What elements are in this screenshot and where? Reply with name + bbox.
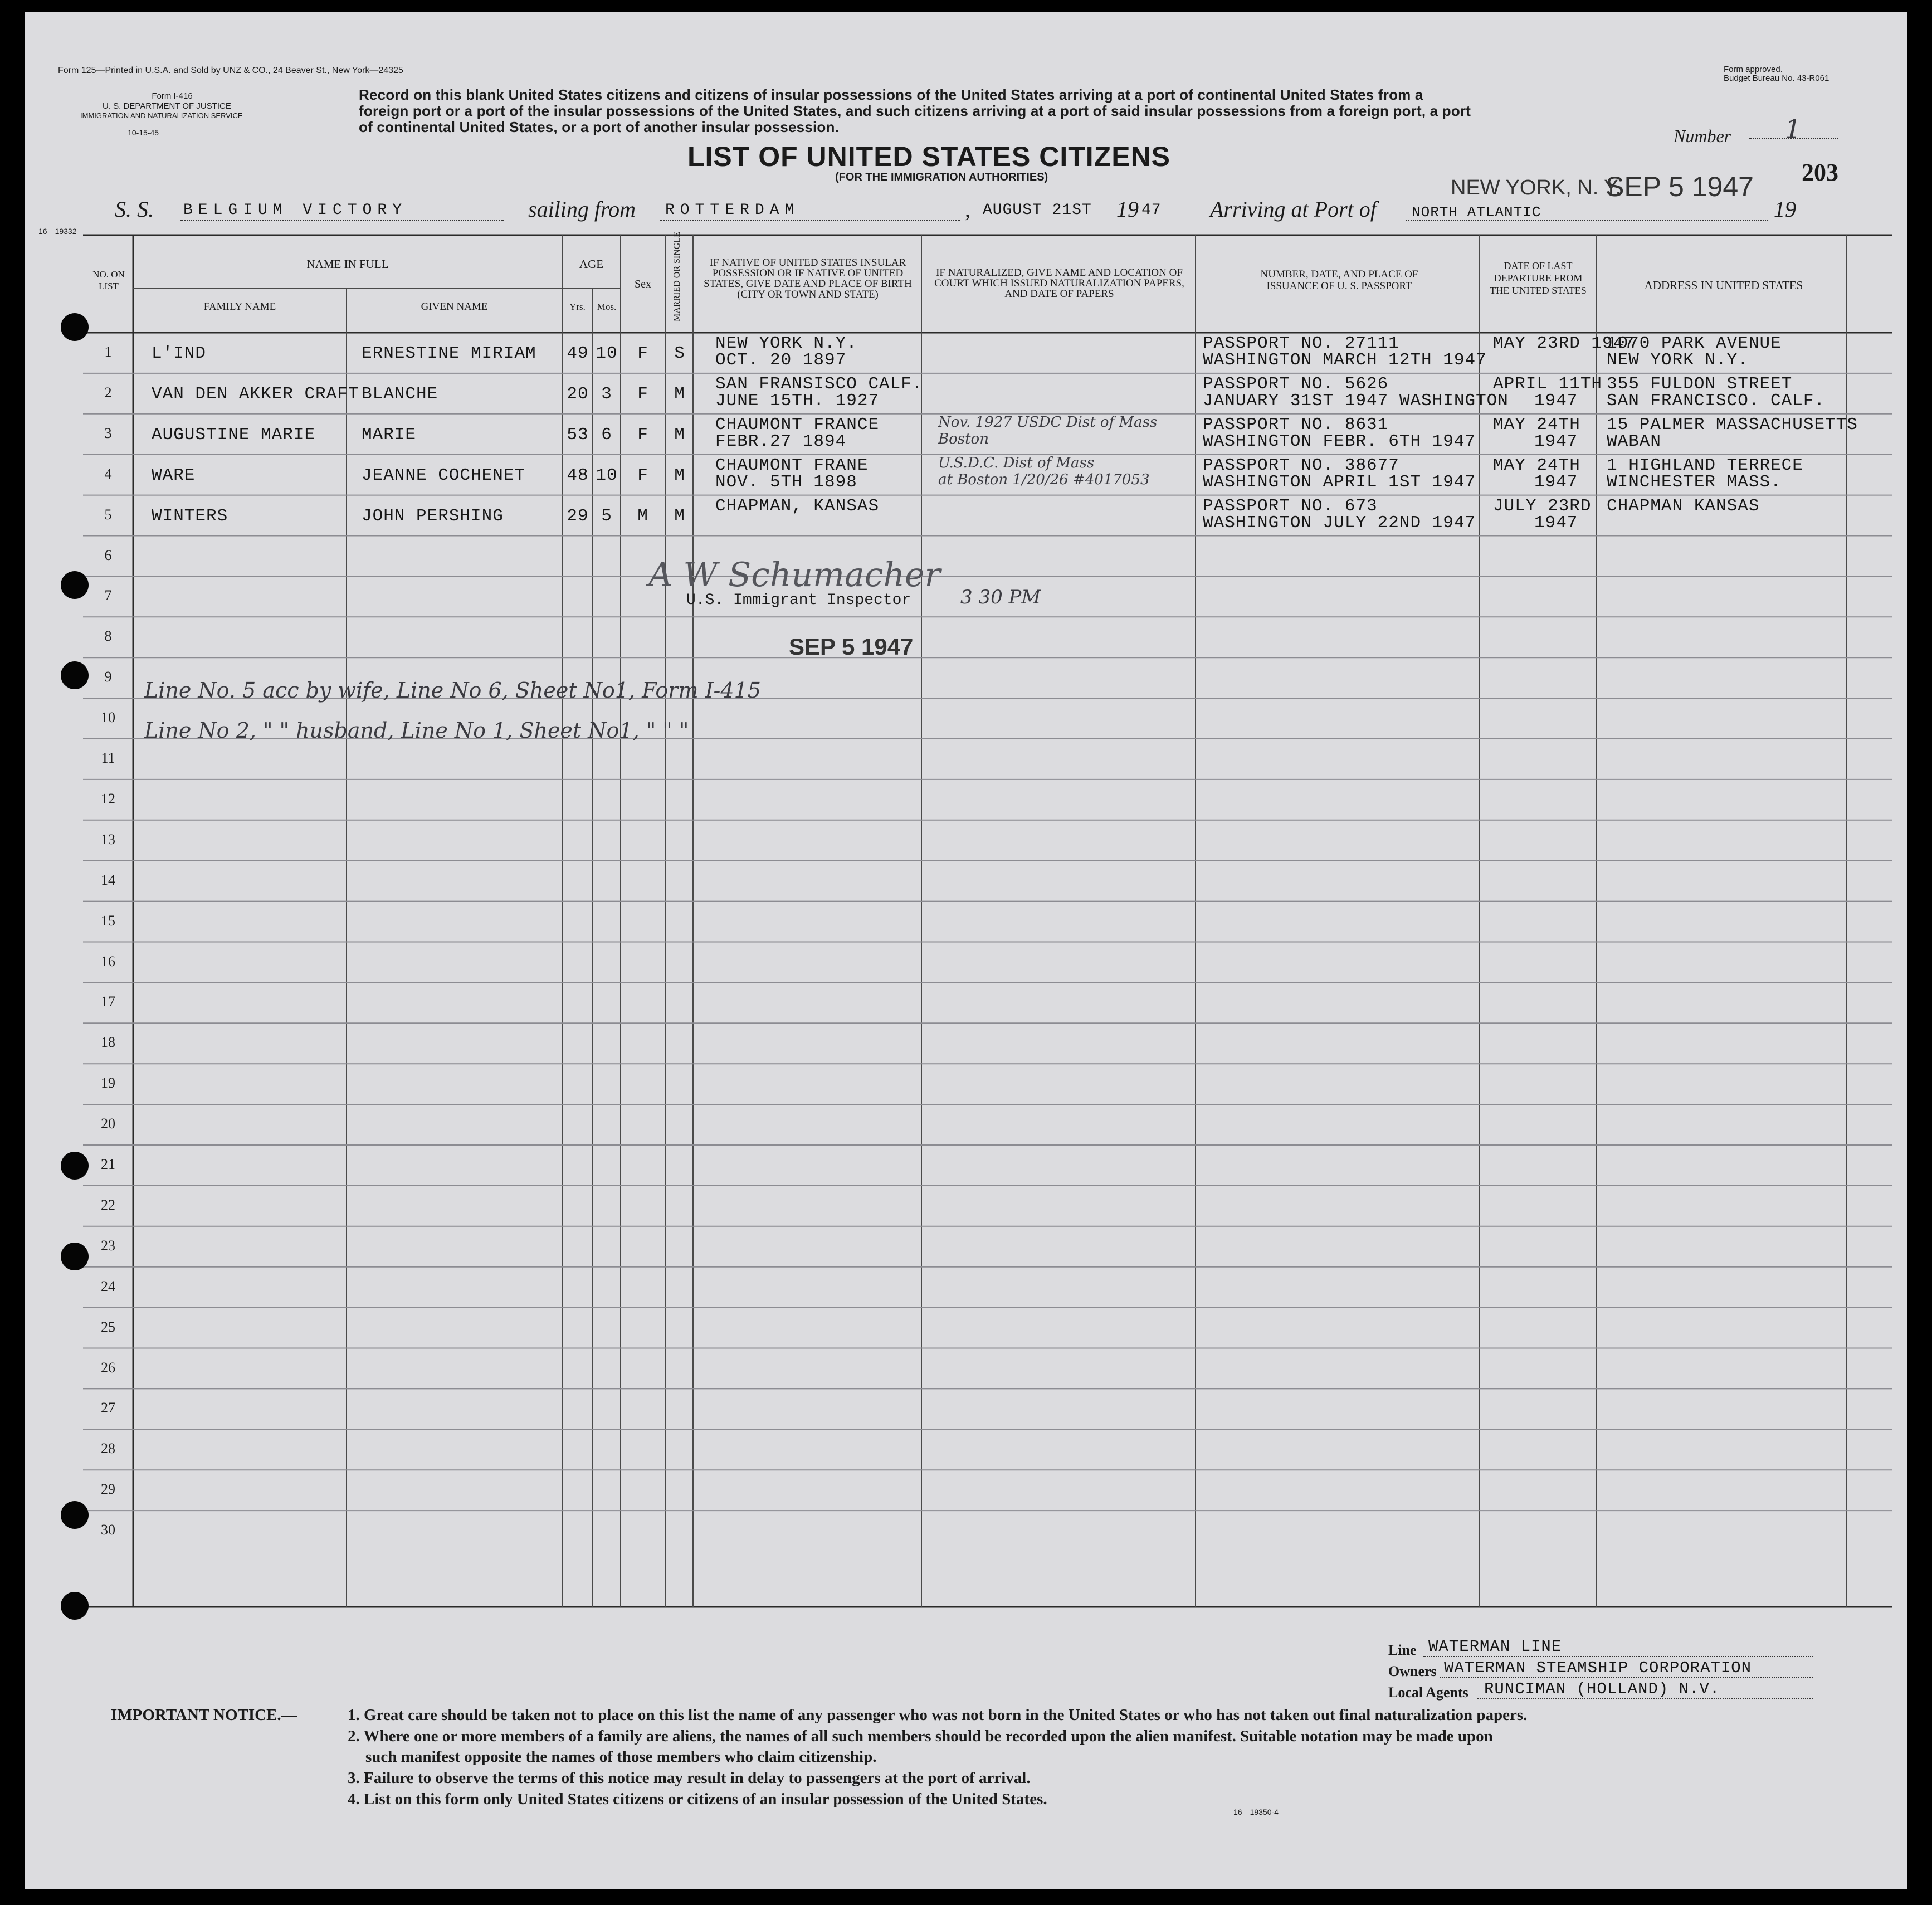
- cell-birth1: SAN FRANSISCO CALF.: [715, 374, 923, 394]
- agents-label: Local Agents: [1388, 1684, 1468, 1701]
- cell-mos: 10: [596, 344, 618, 363]
- line-number: 29: [101, 1481, 115, 1498]
- punch-hole: [61, 1501, 89, 1529]
- cell-sex: F: [637, 465, 648, 485]
- cell-sex: F: [637, 344, 648, 363]
- cell-family: VAN DEN AKKER CRAFT: [152, 384, 359, 404]
- notice-3: 3. Failure to observe the terms of this notice may result in delay to passengers at the port of arrival.: [348, 1769, 1031, 1787]
- cell-birth2: OCT. 20 1897: [715, 350, 847, 370]
- line-number: 14: [101, 871, 115, 888]
- cell-addr2: SAN FRANCISCO. CALF.: [1607, 391, 1826, 411]
- cell-pass2: WASHINGTON APRIL 1ST 1947: [1203, 472, 1476, 492]
- notice-2a: 2. Where one or more members of a family are aliens, the names of all such members should be recorded upon the alien manifest. Suitable notation may be made upon: [348, 1727, 1493, 1745]
- cell-dep1: APRIL 11TH: [1493, 374, 1603, 394]
- form-title: LIST OF UNITED STATES CITIZENS: [687, 141, 1171, 172]
- cell-birth1: CHAUMONT FRANCE: [715, 415, 880, 435]
- line-number: 7: [104, 587, 112, 604]
- cell-birth2: JUNE 15TH. 1927: [715, 391, 880, 411]
- punch-hole: [61, 571, 89, 599]
- cell-addr2: WINCHESTER MASS.: [1607, 472, 1782, 492]
- cell-given: JEANNE COCHENET: [362, 465, 526, 485]
- line-label: Line: [1388, 1642, 1417, 1658]
- form-date: 10-15-45: [128, 128, 159, 137]
- header-given-name: GIVEN NAME: [421, 301, 488, 313]
- cell-yrs: 29: [567, 506, 589, 526]
- note-line-10: Line No 2, " " husband, Line No 1, Sheet No1, " " ": [144, 718, 689, 743]
- arrival-stamp-place: NEW YORK, N. Y.: [1451, 176, 1622, 199]
- line-number: 28: [101, 1440, 115, 1457]
- agents-value: RUNCIMAN (HOLLAND) N.V.: [1484, 1680, 1720, 1698]
- service: IMMIGRATION AND NATURALIZATION SERVICE: [80, 111, 243, 120]
- line-number: 25: [101, 1318, 115, 1335]
- manifest-page: Form 125—Printed in U.S.A. and Sold by UNZ & CO., 24 Beaver St., New York—24325 Form I-416 U. S. DEPARTMENT OF JUSTICE IMMIGRATION AND NATURALIZATION SERVICE 10-15-45 16—19332 Form approved. Budget Bureau No. 43-R061 Record on this blank United States citizens and citizens of insular possessions of the United States arriving at a port of continental United States from a foreign port or a port of the insular possessions of the United States, and such citizens arriving at a port of said insular possessions from a foreign port, a port of continental United States, or a port of another insular possession. Number 1 LIST OF UNITED STATES CITIZENS (FOR THE IMMIGRATION AUTHORITIES) NEW YORK, N. Y. SEP 5 1947 203 S. S. BELGIUM VICTORY sailing from ROTTERDAM , AUGUST 21ST 19 47 Arriving at Port of NORTH ATLANTIC 19 NO. ON LIST NAME IN FULL FAMILY NAME GIVEN NAME AGE Yrs. Mos. Sex MARRIED OR SINGLE IF NATIVE OF UNITED STATES INSULAR POSSESSION OR IF NATIVE OF UNITED STATES, GIVE DATE AND PLACE OF BIRTH (CITY OR TOWN AND STATE) IF NATURALIZED, GIVE NAME AND LOCATION OF COURT WHICH ISSUED NATURALIZATION PAPERS, AND DATE OF PAPERS NUMBER, DATE, AND PLACE OF ISSUANCE OF U. S. PASSPORT DATE OF LAST DEPARTURE FROM THE UNITED STATES ADDRESS IN UNITED STATES 1 2 3 4 5 6 7 8 9 10 11 12 13 14 15 16 17 18 19 20 21 22 23 24 25 26 27 28 29 30 L'IND ERNESTINE MIRIAM 49 10 F S NEW YORK N.Y. OCT. 20 1897 PASSPORT NO. 27111 WASHINGTON MARCH 12TH 1947 MAY 23RD 1947 1070 PARK AVENUE NEW YORK N.Y. VAN DEN AKKER CRAFT BLANCHE 20 3 F M SAN FRANSISCO CALF. JUNE 15TH. 1927 PASSPORT NO. 5626 JANUARY 31ST 1947 WASHINGTON APRIL 11TH 1947 355 FULDON STREET SAN FRANCISCO. CALF. AUGUSTINE MARIE MARIE 53 6 F M CHAUMONT FRANCE FEBR.27 1894 Nov. 1927 USDC Dist of Mass Boston PASSPORT NO. 8631 WASHINGTON FEBR. 6TH 1947 MAY 24TH 1947 15 PALMER MASSACHUSETTS WABAN WARE JEANNE COCHENET 48 10 F M CHAUMONT FRANE NOV. 5TH 1898 U.S.D.C. Dist of Mass at Boston 1/20/26 #4017053 PASSPORT NO. 38677 WASHINGTON APRIL 1ST 1947 MAY 24TH 1947 1 HIGHLAND TERRECE WINCHESTER MASS. WINTERS JOHN PERSHING 29 5 M M CHAPMAN, KANSAS PASSPORT NO. 673 WASHINGTON JULY 22ND 1947 JULY 23RD 1947 CHAPMAN KANSAS A W Schumacher U.S. Immigrant Inspector 3 30 PM SEP 5 1947 Line No. 5 acc by wife, Line No 6, Sheet No1, Form I-415 Line No 2, " " husband, Line No 1, Sheet No1, " " " Line WATERMAN LINE Owners WATERMAN STEAMSHIP CORPORATION Local Agents RUNCIMAN (HOLLAND) N.V. IMPORTANT NOTICE.— 1. Great care should be taken not to place on this list the name of any passenger who was not born in the United States or who has not taken out final naturalization papers. 2. Where one or more members of a family are aliens, the names of all such members should be recorded upon the alien manifest. Suitable notation may be made upon such manifest opposite the names of those members who claim citizenship. 3. Failure to observe the terms of this notice may result in delay to passengers at the port of arrival. 4. List on this form only United States citizens or citizens of an insular possession of the United States. 16—19350-4: [25, 12, 1907, 1889]
- port-from-line: [660, 220, 960, 221]
- cell-dep2: 1947: [1534, 431, 1578, 451]
- cell-pass1: PASSPORT NO. 5626: [1203, 374, 1389, 394]
- notice-2b: such manifest opposite the names of those members who claim citizenship.: [365, 1748, 877, 1766]
- inspector-date-stamp: SEP 5 1947: [789, 634, 914, 660]
- ship-name: BELGIUM VICTORY: [183, 202, 408, 219]
- cell-birth2: FEBR.27 1894: [715, 431, 847, 451]
- cell-pass2: WASHINGTON MARCH 12TH 1947: [1203, 350, 1487, 370]
- year-value: 47: [1141, 202, 1162, 219]
- cell-nat2: Boston: [938, 430, 989, 447]
- line-number: 27: [101, 1400, 115, 1416]
- cell-dep1: JULY 23RD: [1493, 496, 1592, 516]
- form-code: 16—19350-4: [1233, 1807, 1279, 1816]
- instruction-line-3: of continental United States, or a port of another insular possession.: [359, 119, 839, 135]
- line-number: 16: [101, 953, 115, 969]
- ss-label: S. S.: [115, 197, 154, 222]
- cell-ms: S: [674, 344, 685, 363]
- cell-sex: F: [637, 425, 648, 445]
- cell-given: BLANCHE: [362, 384, 438, 404]
- cell-yrs: 53: [567, 425, 589, 445]
- cell-yrs: 49: [567, 344, 589, 363]
- header-age: AGE: [579, 257, 604, 271]
- date-sailed: AUGUST 21ST: [983, 202, 1092, 219]
- line-number: 4: [104, 465, 112, 482]
- header-yrs: Yrs.: [569, 301, 586, 312]
- cell-yrs: 48: [567, 465, 589, 485]
- cell-dep2: 1947: [1534, 391, 1578, 411]
- line-number: 9: [104, 669, 112, 685]
- line-number: 6: [104, 547, 112, 563]
- cell-dep2: 1947: [1534, 472, 1578, 492]
- cell-sex: M: [637, 506, 648, 526]
- cell-addr2: WABAN: [1607, 431, 1662, 451]
- line-number: 26: [101, 1359, 115, 1376]
- note-line-9: Line No. 5 acc by wife, Line No 6, Sheet No1, Form I-415: [144, 678, 761, 703]
- cell-ms: M: [674, 425, 685, 445]
- cell-birth1: CHAPMAN, KANSAS: [715, 496, 880, 516]
- line-number: 18: [101, 1034, 115, 1051]
- cell-family: WARE: [152, 465, 196, 485]
- cell-ms: M: [674, 465, 685, 485]
- cell-mos: 10: [596, 465, 618, 485]
- year2-label: 19: [1774, 197, 1796, 222]
- line-number: 5: [104, 506, 112, 523]
- owners-rule: [1440, 1677, 1813, 1678]
- cell-mos: 5: [601, 506, 612, 526]
- department: U. S. DEPARTMENT OF JUSTICE: [103, 101, 231, 111]
- header-passport: NUMBER, DATE, AND PLACE OF ISSUANCE OF U. S. PASSPORT: [1260, 269, 1418, 292]
- form-subtitle: (FOR THE IMMIGRATION AUTHORITIES): [835, 171, 1048, 183]
- port-arrival: NORTH ATLANTIC: [1412, 204, 1541, 221]
- line-number: 13: [101, 831, 115, 847]
- cell-family: WINTERS: [152, 506, 228, 526]
- ship-line: [180, 220, 504, 221]
- punch-hole: [61, 661, 89, 689]
- punch-hole: [61, 1243, 89, 1270]
- arrival-stamp-date: SEP 5 1947: [1606, 171, 1754, 202]
- cell-dep2: 1947: [1534, 513, 1578, 533]
- punch-hole: [61, 313, 89, 341]
- line-rule: [1423, 1656, 1813, 1657]
- cell-pass2: JANUARY 31ST 1947 WASHINGTON: [1203, 391, 1509, 411]
- owners-value: WATERMAN STEAMSHIP CORPORATION: [1444, 1659, 1752, 1677]
- cell-pass1: PASSPORT NO. 27111: [1203, 334, 1399, 353]
- year-label: 19: [1116, 197, 1139, 222]
- line-number: 17: [101, 993, 115, 1010]
- punch-hole: [61, 1592, 89, 1620]
- port-from: ROTTERDAM: [665, 202, 800, 219]
- cell-family: L'IND: [152, 344, 207, 363]
- instruction-line-2: foreign port or a port of the insular possessions of the United States, and such citizens arriving at a port of said insular possessions from a foreign port, a port: [359, 103, 1471, 119]
- inspector-title: U.S. Immigrant Inspector: [686, 592, 911, 609]
- cell-family: AUGUSTINE MARIE: [152, 425, 316, 445]
- cell-dep1: MAY 23RD 1947: [1493, 334, 1635, 353]
- cell-mos: 6: [601, 425, 612, 445]
- cell-ms: M: [674, 506, 685, 526]
- form-number: Form I-416: [152, 91, 193, 101]
- cell-addr2: NEW YORK N.Y.: [1607, 350, 1749, 370]
- notice-4: 4. List on this form only United States citizens or citizens of an insular possession of the United States.: [348, 1790, 1047, 1808]
- cell-addr1: 1070 PARK AVENUE: [1607, 334, 1782, 353]
- line-number: 20: [101, 1115, 115, 1132]
- stamp-left: 16—19332: [38, 227, 77, 236]
- cell-addr1: 15 PALMER MASSACHUSETTS: [1607, 415, 1858, 435]
- cell-addr1: CHAPMAN KANSAS: [1607, 496, 1760, 516]
- instruction-line-1: Record on this blank United States citizens and citizens of insular possessions of the United States arriving at a port of continental United States from a: [359, 86, 1423, 103]
- cell-addr1: 1 HIGHLAND TERRECE: [1607, 455, 1803, 475]
- header-no-on-list: NO. ON LIST: [92, 269, 125, 291]
- page-number: 203: [1802, 159, 1838, 186]
- owners-label: Owners: [1388, 1663, 1437, 1679]
- line-number: 30: [101, 1522, 115, 1538]
- cell-given: JOHN PERSHING: [362, 506, 504, 526]
- header-family-name: FAMILY NAME: [203, 301, 276, 313]
- line-number: 8: [104, 628, 112, 645]
- inspector-signature: A W Schumacher: [648, 556, 941, 595]
- cell-birth2: NOV. 5TH 1898: [715, 472, 857, 492]
- cell-pass2: WASHINGTON FEBR. 6TH 1947: [1203, 431, 1476, 451]
- cell-nat1: Nov. 1927 USDC Dist of Mass: [938, 413, 1158, 431]
- cell-addr1: 355 FULDON STREET: [1607, 374, 1793, 394]
- cell-nat1: U.S.D.C. Dist of Mass: [938, 454, 1095, 471]
- punch-hole: [61, 1152, 89, 1180]
- approval-line-2: Budget Bureau No. 43-R061: [1724, 74, 1829, 83]
- cell-birth1: NEW YORK N.Y.: [715, 334, 857, 353]
- line-number: 10: [101, 709, 115, 726]
- header-naturalized: IF NATURALIZED, GIVE NAME AND LOCATION OF COURT WHICH ISSUED NATURALIZATION PAPERS, AND DATE OF PAPERS: [934, 267, 1184, 300]
- agents-rule: [1477, 1698, 1813, 1699]
- line-number: 3: [104, 425, 112, 441]
- header-native: IF NATIVE OF UNITED STATES INSULAR POSSESSION OR IF NATIVE OF UNITED STATES, GIVE DATE AND PLACE OF BIRTH (CITY OR TOWN AND STATE): [704, 257, 912, 300]
- approval-line-1: Form approved.: [1724, 65, 1783, 74]
- cell-yrs: 20: [567, 384, 589, 404]
- line-number: 2: [104, 384, 112, 401]
- cell-sex: F: [637, 384, 648, 404]
- line-number: 24: [101, 1278, 115, 1294]
- header-departure: DATE OF LAST DEPARTURE FROM THE UNITED STATES: [1490, 260, 1587, 296]
- cell-mos: 3: [601, 384, 612, 404]
- header-address: ADDRESS IN UNITED STATES: [1644, 279, 1803, 292]
- notice-title: IMPORTANT NOTICE.—: [111, 1706, 297, 1724]
- line-number: 15: [101, 912, 115, 929]
- line-number: 23: [101, 1237, 115, 1254]
- number-value: 1: [1785, 114, 1802, 144]
- line-number: 19: [101, 1075, 115, 1092]
- header-married-single: MARRIED OR SINGLE: [672, 232, 682, 321]
- line-number: 21: [101, 1156, 115, 1172]
- arriving-label: Arriving at Port of: [1210, 197, 1377, 222]
- cell-pass2: WASHINGTON JULY 22ND 1947: [1203, 513, 1476, 533]
- cell-pass1: PASSPORT NO. 38677: [1203, 455, 1399, 475]
- cell-dep1: MAY 24TH: [1493, 455, 1580, 475]
- cell-pass1: PASSPORT NO. 673: [1203, 496, 1378, 516]
- line-number: 1: [104, 344, 112, 360]
- notice-1: 1. Great care should be taken not to place on this list the name of any passenger who was not born in the United States or who has not taken out final naturalization papers.: [348, 1706, 1528, 1724]
- cell-dep1: MAY 24TH: [1493, 415, 1580, 435]
- printer-line: Form 125—Printed in U.S.A. and Sold by UNZ & CO., 24 Beaver St., New York—24325: [58, 66, 403, 75]
- inspector-time: 3 30 PM: [960, 586, 1041, 608]
- line-number: 11: [101, 750, 115, 766]
- line-number: 12: [101, 790, 115, 807]
- line-value: WATERMAN LINE: [1428, 1638, 1562, 1656]
- cell-birth1: CHAUMONT FRANE: [715, 455, 869, 475]
- header-name-in-full: NAME IN FULL: [306, 257, 389, 271]
- header-sex: Sex: [635, 278, 651, 290]
- cell-pass1: PASSPORT NO. 8631: [1203, 415, 1389, 435]
- cell-ms: M: [674, 384, 685, 404]
- number-label: Number: [1674, 126, 1731, 146]
- cell-given: MARIE: [362, 425, 417, 445]
- cell-given: ERNESTINE MIRIAM: [362, 344, 536, 363]
- cell-nat2: at Boston 1/20/26 #4017053: [938, 471, 1150, 488]
- line-number: 22: [101, 1196, 115, 1213]
- sailing-label: sailing from: [528, 197, 636, 222]
- header-mos: Mos.: [597, 301, 617, 312]
